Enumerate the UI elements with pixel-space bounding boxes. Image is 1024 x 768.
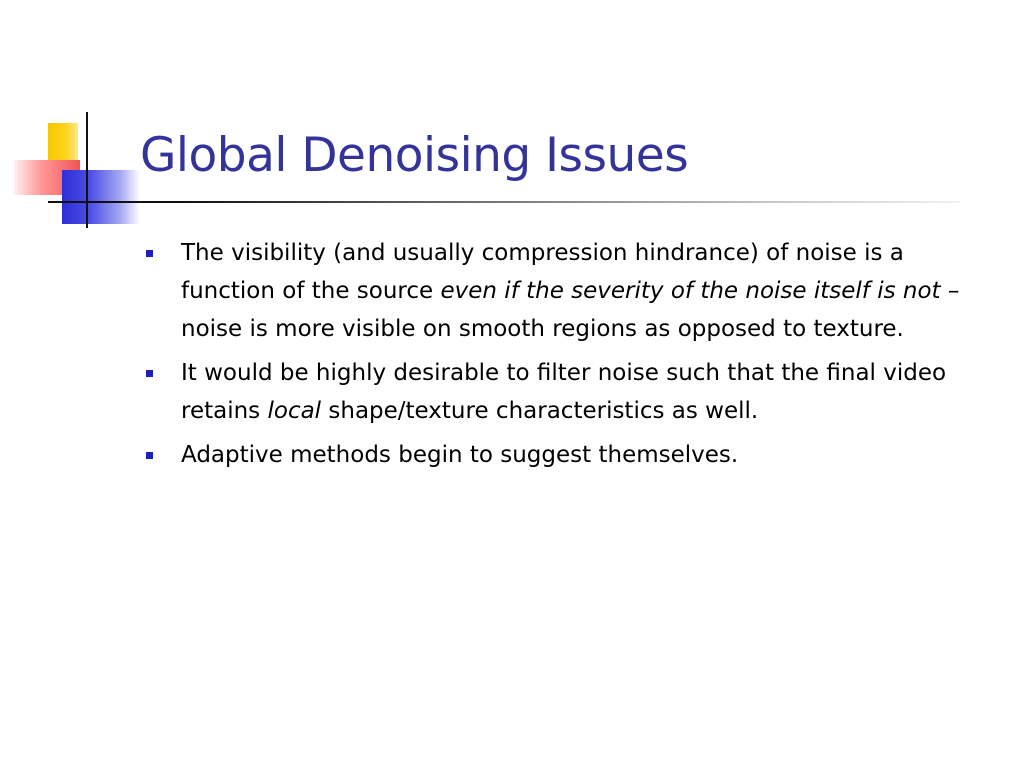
bullet-text [181,360,946,424]
bullet-square-icon [146,250,153,257]
decorative-blue-square [62,170,140,224]
decorative-vertical-line [86,112,88,228]
bullet-text-segment: Adaptive methods begin to suggest themselves. [181,442,739,468]
bullet-text-segment: It would be highly desirable to filter noise such that the final video retains [181,360,947,424]
bullet-item [144,354,974,430]
bullet-list [144,234,974,480]
bullet-text [181,240,959,342]
bullet-item [144,436,974,474]
title-underline [48,201,960,203]
slide-title: Global Denoising Issues [140,128,689,183]
bullet-text-segment: shape/texture characteristics as well. [321,398,759,424]
bullet-item [144,234,974,348]
bullet-text [181,442,738,468]
bullet-square-icon [146,370,153,377]
bullet-italic-segment: even if the severity of the noise itself is not [440,278,941,304]
bullet-text-segment: – noise is more visible on smooth regions as opposed to texture. [181,278,960,342]
bullet-square-icon [146,452,153,459]
bullet-italic-segment: local [267,398,322,424]
bullet-text-segment: The visibility (and usually compression hindrance) of noise is a function of the source [181,240,904,304]
